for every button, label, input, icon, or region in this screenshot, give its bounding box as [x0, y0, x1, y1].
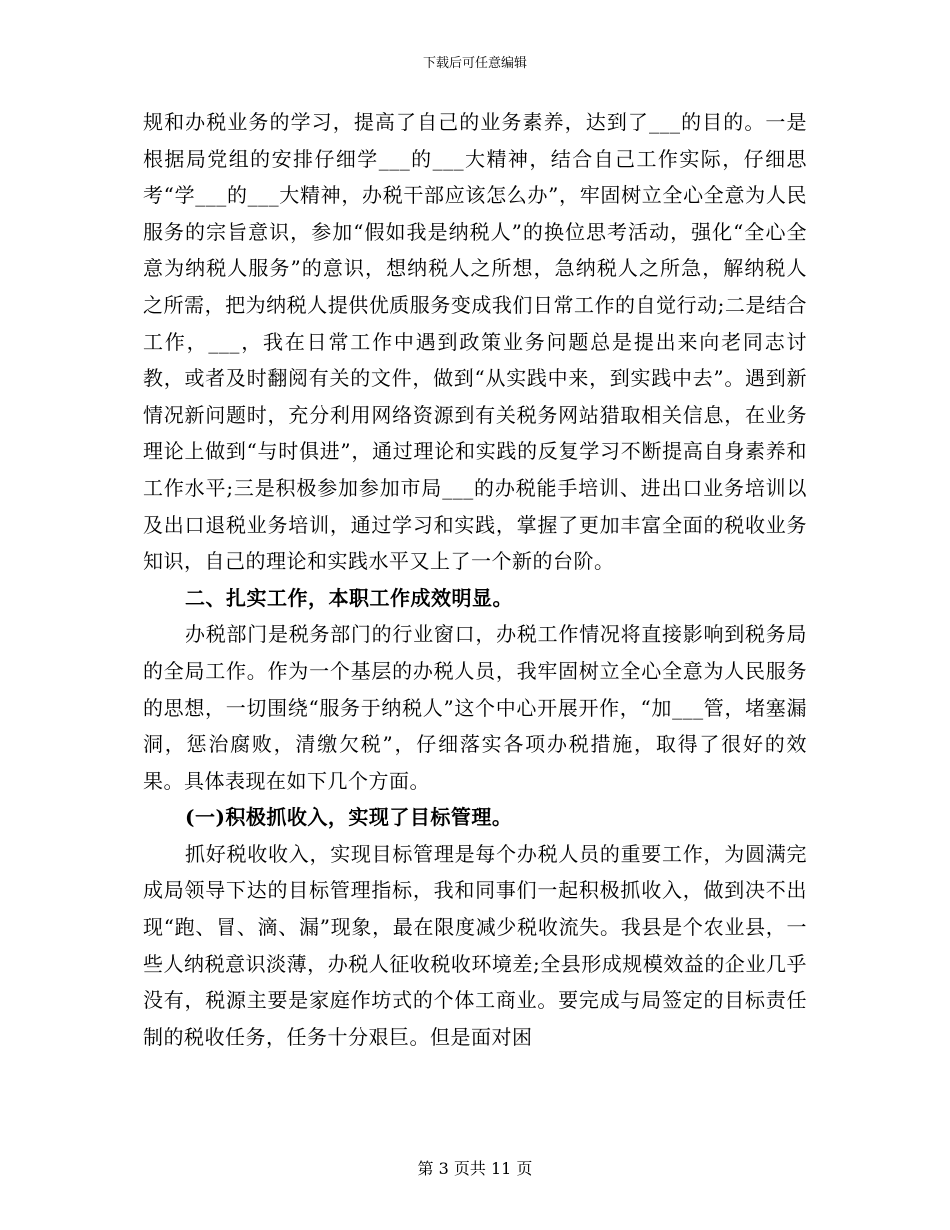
paragraph-revenue: 抓好税收收入，实现目标管理是每个办税人员的重要工作，为圆满完成局领导下达的目标管理指标，我和同事们一起积极抓收入，做到决不出现“跑、冒、滴、漏”现象，最在限度减少税收流失。我县是个农业县，一些人纳税意识淡薄，办税人征收税收环境差;全县形成规模效益的企业几乎没有，税源主要是家庭作坊式的个体工商业。要完成与局签定的目标责任制的税收任务，任务十分艰巨。但是面对困 [143, 841, 807, 1049]
page-header: 下载后可任意编辑 [422, 56, 527, 71]
document-body [143, 104, 807, 1055]
page-number: 第 3 页共 11 页 [417, 1159, 533, 1178]
section-heading-2: 二、扎实工作，本职工作成效明显。 [185, 585, 513, 610]
paragraph-work: 办税部门是税务部门的行业窗口，办税工作情况将直接影响到税务局的全局工作。作为一个基层的办税人员，我牢固树立全心全意为人民服务的思想，一切围绕“服务于纳税人”这个中心开展开作，“加___管，堵塞漏洞，惩治腐败，清缴欠税”，仔细落实各项办税措施，取得了很好的效果。具体表现在如下几个方面。 [143, 622, 807, 793]
paragraph-study: 规和办税业务的学习，提高了自己的业务素养，达到了___的目的。一是根据局党组的安排仔细学___的___大精神，结合自己工作实际，仔细思考“学___的___大精神，办税干部应该怎么办”，牢固树立全心全意为人民服务的宗旨意识，参加“假如我是纳税人”的换位思考活动，强化“全心全意为纳税人服务”的意识，想纳税人之所想，急纳税人之所急，解纳税人之所需，把为纳税人提供优质服务变成我们日常工作的自觉行动;二是结合工作，___，我在日常工作中遇到政策业务问题总是提出来向老同志讨教，或者及时翻阅有关的文件，做到“从实践中来，到实践中去”。遇到新情况新问题时，充分利用网络资源到有关税务网站猎取相关信息，在业务理论上做到“与时俱进”，通过理论和实践的反复学习不断提高自身素养和工作水平;三是积极参加参加市局___的办税能手培训、进出口业务培训以及出口退税业务培训，通过学习和实践，掌握了更加丰富全面的税收业务知识，自己的理论和实践水平又上了一个新的台阶。 [143, 110, 807, 574]
subsection-heading-1: (一)积极抓收入，实现了目标管理。 [185, 805, 513, 830]
